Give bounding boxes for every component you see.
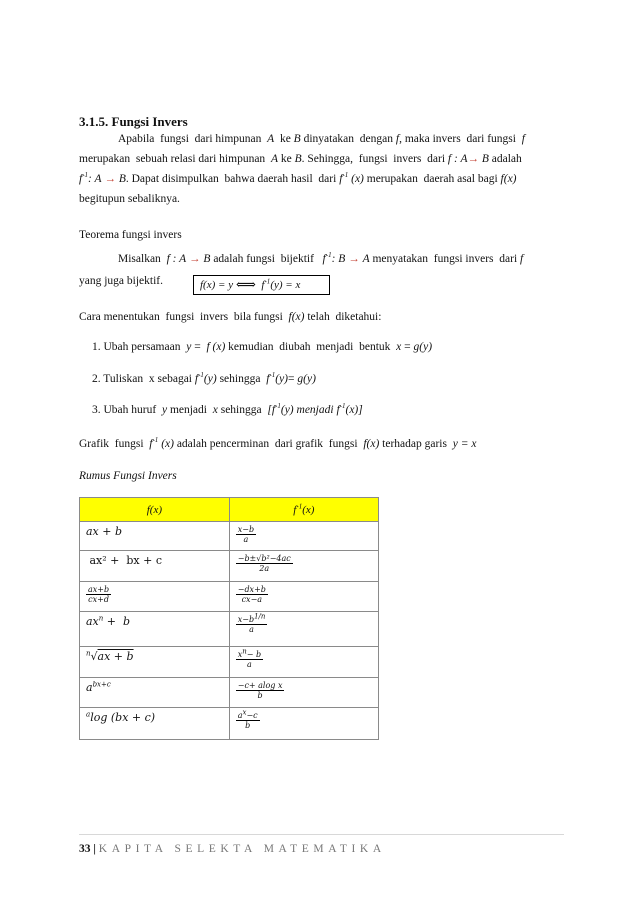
- cell-inv-root: $\frac{x^n- b}{a}$: [229, 647, 378, 678]
- theorem-heading: Teorema fungsi invers: [79, 229, 182, 241]
- cell-inv-exponential: $\frac{\text{−c+ alog x}}{b}$: [229, 678, 378, 708]
- paragraph-line-2: merupakan sebuah relasi dari himpunan A ke B. Sehingga, fungsi invers dari f : A→ B adalah: [79, 153, 522, 165]
- cell-f-log: $^a$log (bx + c): [80, 708, 230, 740]
- table-row: [80, 522, 379, 551]
- table-caption: Rumus Fungsi Invers: [79, 470, 177, 482]
- cell-inv-linear: $\frac{x-b}{a}$: [229, 522, 378, 551]
- header-finv: $f^{-1}(x)$: [229, 498, 378, 522]
- table-row: [80, 582, 379, 612]
- cell-inv-log: $\frac{a^x-c}{b}$: [229, 708, 378, 740]
- theorem-line-2: yang juga bijektif.: [79, 275, 163, 287]
- graph-note: Grafik fungsi $f^{-1}$ (x) adalah pencerminan dari grafik fungsi f(x) terhadap garis y = x: [79, 436, 477, 450]
- table-row: [80, 678, 379, 708]
- paragraph-line-3: $f^{-1}$: A → B. Dapat disimpulkan bahwa daerah hasil dari $f^{-1}$ (x) merupakan daerah asal bagi f(x): [79, 171, 517, 185]
- method-step-3: 3. Ubah huruf y menjadi x sehingga [$f^{-1}(y)$ menjadi $f^{-1}(x)$]: [92, 402, 363, 416]
- header-fx: f(x): [80, 498, 230, 522]
- cell-f-root: $^n$√ax + b: [80, 647, 230, 678]
- para1-text-1: Apabila fungsi dari himpunan A ke B dinyatakan dengan f, maka invers dari fungsi f: [118, 133, 525, 145]
- method-step-1: 1. Ubah persamaan y = f (x) kemudian diubah menjadi bentuk x = g(y): [92, 341, 433, 353]
- book-title: KAPITA SELEKTA MATEMATIKA: [98, 843, 386, 855]
- paragraph-line-1: [118, 129, 525, 149]
- cell-f-linear: ax + b: [80, 522, 230, 551]
- paragraph-line-4: begitupun sebaliknya.: [79, 193, 180, 205]
- table-row: [80, 612, 379, 647]
- section-title: 3.1.5. Fungsi Invers: [79, 114, 188, 129]
- cell-inv-power: $\frac{x-b^{1/n}}{a}$: [229, 612, 378, 647]
- cell-inv-rational: $\frac{-dx+b}{cx-a}$: [229, 582, 378, 612]
- cell-inv-quadratic: $\frac{\text{−b±√b²−4ac}}{2a}$: [229, 551, 378, 582]
- method-step-2: 2. Tuliskan x sebagai $f^{-1}(y)$ sehingga $f^{-1}(y)= g(y)$: [92, 371, 316, 385]
- table-header-row: [80, 498, 379, 522]
- theorem-line-1: Misalkan f : A → B adalah fungsi bijektif $f^{-1}$: B → A menyatakan fungsi invers dari f: [118, 251, 524, 265]
- cell-f-exponential: $a^{bx+c}$: [80, 678, 230, 708]
- page-number: 33: [79, 843, 91, 855]
- footer-separator: |: [93, 843, 96, 855]
- inverse-formula-box: f(x) = y ⟺ $f^{-1}(y) = x$: [193, 275, 330, 295]
- method-intro: Cara menentukan fungsi invers bila fungsi f(x) telah diketahui:: [79, 311, 382, 323]
- table-row: [80, 647, 379, 678]
- inverse-formula-table: [79, 497, 379, 740]
- page-footer: [79, 834, 564, 855]
- table-row: [80, 708, 379, 740]
- cell-f-rational: $\frac{ax+b}{cx+d}$: [80, 582, 230, 612]
- cell-f-quadratic: ax² + bx + c: [80, 551, 230, 582]
- table-row: [80, 551, 379, 582]
- cell-f-power: $ax^n + b$: [80, 612, 230, 647]
